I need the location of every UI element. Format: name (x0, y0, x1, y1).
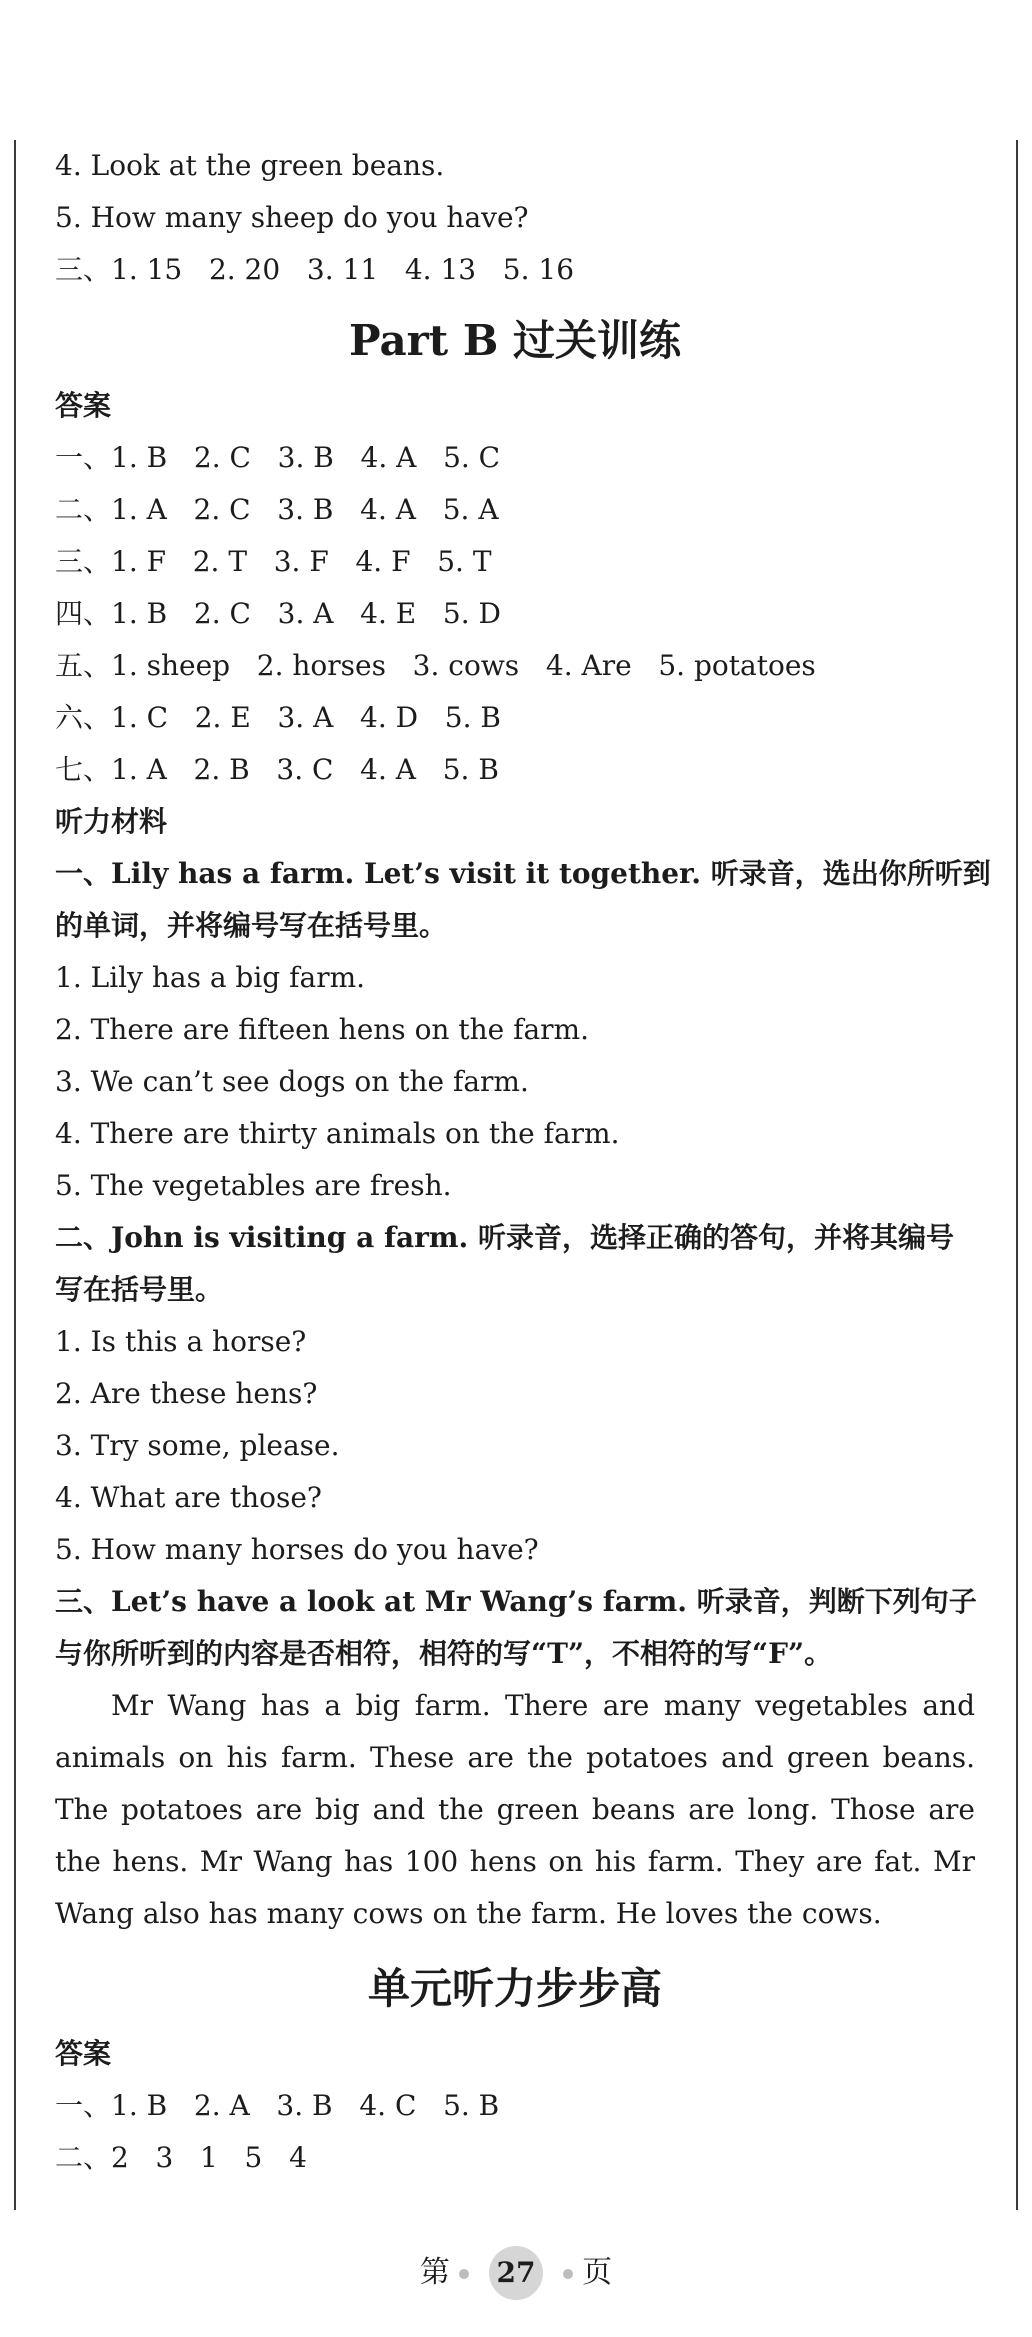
section2-item-5: 5. How many horses do you have? (55, 1533, 539, 1566)
unit-section-title: 单元听力步步高 (367, 1964, 662, 2013)
section3-passage-text: Mr Wang has a big farm. There are many vegetables and animals on his farm. These are the potatoes and green beans. The potatoes are big and the green beans are long. Those are the hens. Mr Wang has 100 hens on his farm. They are fat. Mr Wang also has many cows on the farm. He loves the cows. (55, 1689, 975, 1930)
part-b-title: Part B 过关训练 (349, 316, 681, 365)
part-b-answer-1: 一、1. B 2. C 3. B 4. A 5. C (55, 441, 501, 474)
section3-heading-line1: 三、Let’s have a look at Mr Wang’s farm. 听录音，判断下列句子 (55, 1585, 977, 1618)
part-b-answer-4: 四、1. B 2. C 3. A 4. E 5. D (55, 597, 501, 630)
footer-prefix: 第 (419, 2255, 450, 2290)
section1-item-2: 2. There are fifteen hens on the farm. (55, 1013, 590, 1046)
page-content (55, 140, 991, 2184)
footer-right-dot (563, 2269, 573, 2279)
section2-item-3: 3. Try some, please. (55, 1429, 340, 1462)
section2-item-1: 1. Is this a horse? (55, 1325, 307, 1358)
right-margin-rule (1016, 140, 1018, 2210)
top-line-1: 4. Look at the green beans. (55, 149, 445, 182)
section1-item-4: 4. There are thirty animals on the farm. (55, 1117, 620, 1150)
part-b-answer-2: 二、1. A 2. C 3. B 4. A 5. A (55, 493, 499, 526)
section3-heading-line2: 与你所听到的内容是否相符，相符的写“T”，不相符的写“F”。 (55, 1637, 833, 1670)
section2-heading-line1: 二、John is visiting a farm. 听录音，选择正确的答句，并将其编号 (55, 1221, 955, 1254)
page-number: 27 (489, 2246, 543, 2300)
section1-item-5: 5. The vegetables are fresh. (55, 1169, 452, 1202)
top-line-2: 5. How many sheep do you have? (55, 201, 529, 234)
section1-heading-line2: 的单词，并将编号写在括号里。 (55, 909, 448, 942)
section2-item-2: 2. Are these hens? (55, 1377, 318, 1410)
section1-heading-line1: 一、Lily has a farm. Let’s visit it together. 听录音，选出你所听到 (55, 857, 991, 890)
top-line-3: 三、1. 15 2. 20 3. 11 4. 13 5. 16 (55, 253, 575, 286)
part-b-answer-5: 五、1. sheep 2. horses 3. cows 4. Are 5. potatoes (55, 649, 816, 682)
part-b-answers-label: 答案 (55, 389, 112, 422)
unit-answers-label: 答案 (55, 2037, 112, 2070)
part-b-answer-6: 六、1. C 2. E 3. A 4. D 5. B (55, 701, 501, 734)
section1-item-1: 1. Lily has a big farm. (55, 961, 366, 994)
section3-passage (55, 1680, 975, 1940)
left-margin-rule (14, 140, 16, 2210)
section2-item-4: 4. What are those? (55, 1481, 322, 1514)
page-footer (0, 2246, 1032, 2300)
part-b-answer-7: 七、1. A 2. B 3. C 4. A 5. B (55, 753, 499, 786)
section2-heading-line2: 写在括号里。 (55, 1273, 224, 1306)
materials-label: 听力材料 (55, 805, 168, 838)
part-b-answer-3: 三、1. F 2. T 3. F 4. F 5. T (55, 545, 492, 578)
footer-suffix: 页 (582, 2255, 613, 2290)
unit-answer-2: 二、2 3 1 5 4 (55, 2141, 307, 2174)
footer-left-dot (459, 2269, 469, 2279)
unit-answer-1: 一、1. B 2. A 3. B 4. C 5. B (55, 2089, 500, 2122)
section1-item-3: 3. We can’t see dogs on the farm. (55, 1065, 529, 1098)
